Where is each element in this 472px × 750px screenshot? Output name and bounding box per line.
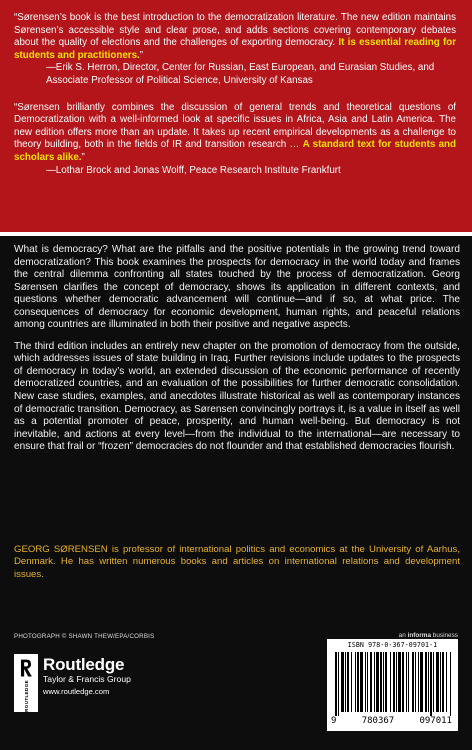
endorsement-quote-2 bbox=[14, 102, 456, 165]
barcode-bar bbox=[425, 652, 427, 712]
quote-close-mark: ” bbox=[139, 49, 144, 61]
routledge-r-icon bbox=[17, 658, 35, 678]
barcode-bar bbox=[335, 652, 337, 716]
endorsement-attribution-1: —Erik S. Herron, Director, Center for Russian, East European, and Eurasian Studies, and Associate Professor of Political Science, University of Kansas bbox=[46, 62, 435, 86]
barcode-bar bbox=[365, 652, 366, 712]
quote-text: “Sørensen’s book is the best introduction to the democratization literature. The new edition maintains Sørensen’s accessible style and clear prose, and adds sections covering contemporary debates about the quality of elections and the challenges of exporting democracy. bbox=[14, 12, 456, 49]
barcode-bar bbox=[415, 652, 416, 712]
quote-close-mark: ” bbox=[81, 151, 85, 163]
description-paragraph-1: What is democracy? What are the pitfalls and the positive potentials in the growing trend toward democratization? This book examines the prospects for democracy in the world today and frames the central dilemma confronting all states touched by the process of democratization. Georg Sørensen clarifies the concept of democracy, shows its application in different contexts, and questions whether democratic advancement will continue—and if so, at what price. The consequences of democracy for economic development, human rights, and peaceful relations among countries are illuminated in both their positive and negative aspects. bbox=[14, 244, 460, 331]
barcode-bar bbox=[430, 652, 432, 716]
barcode-bar bbox=[357, 652, 359, 712]
barcode-digits-right: 097011 bbox=[419, 716, 452, 726]
endorsement-quote-1 bbox=[14, 12, 456, 62]
barcode-bar bbox=[412, 652, 414, 712]
barcode-bar bbox=[345, 652, 346, 712]
barcode-bar bbox=[436, 652, 439, 712]
barcode-bar bbox=[408, 652, 409, 712]
barcode-bar bbox=[338, 652, 339, 716]
isbn-label: ISBN 978-0-367-09701-1 bbox=[347, 641, 438, 649]
endorsement-attribution-2: —Lothar Brock and Jonas Wolff, Peace Research Institute Frankfurt bbox=[46, 164, 341, 176]
divider-strip bbox=[0, 232, 472, 236]
publisher-url: www.routledge.com bbox=[43, 687, 110, 696]
barcode-bar bbox=[367, 652, 368, 712]
quote-text: “Sørensen brilliantly combines the discussion of general trends and theoretical questions of Democratization with a well-informed look at specific issues in Africa, Asia and Latin America. The new edition offers more than an update. It takes up recent empirical developments as a challenge to theory building, both in the fields of IR and transition research … bbox=[14, 101, 456, 151]
quote-highlight: A standard text for students and scholars alike. bbox=[14, 139, 457, 163]
description-paragraph-2: The third edition includes an entirely new chapter on the promotion of democracy from the outside, which addresses issues of state building in Iraq. Further revisions include updates to the prospects of democracy in today’s world, an extended discussion of the economic performance of recently democratized countries, and an evaluation of the possibilities for further democratic consolidation. New case studies, examples, and anecdotes illustrate historical as well as contemporary instances of democratic transition. Democracy, as Sørensen convincingly portrays it, is a value in itself as well as a potential promoter of peace, prosperity, and human well-being. But democracy is not inevitable, and actions at every level—from the individual to the international—are necessary to ensure that frail or “frozen” democracies do not flounder and that established democracies flourish. bbox=[14, 340, 460, 453]
publisher-logo bbox=[14, 654, 131, 712]
publisher-group: Taylor & Francis Group bbox=[43, 674, 131, 684]
publisher-name: Routledge bbox=[43, 655, 125, 674]
book-description bbox=[14, 244, 460, 463]
isbn-barcode-box bbox=[327, 639, 458, 731]
barcode-bar bbox=[418, 652, 419, 712]
endorsements-panel bbox=[0, 0, 472, 232]
barcode-bar bbox=[347, 652, 349, 712]
barcode-bar bbox=[390, 652, 391, 712]
barcode-bar bbox=[383, 652, 384, 712]
barcode-bar bbox=[380, 652, 382, 712]
quote-highlight: It is essential reading for students and practitioners. bbox=[14, 37, 457, 61]
informa-suffix: business bbox=[431, 632, 458, 639]
barcode-bar bbox=[396, 652, 397, 712]
barcode-bar bbox=[341, 652, 344, 712]
barcode-digits-left: 780367 bbox=[361, 716, 395, 726]
informa-business-label bbox=[399, 632, 458, 639]
barcode-bar bbox=[428, 652, 429, 712]
barcode-bar bbox=[351, 652, 352, 712]
barcode-bar bbox=[385, 652, 387, 712]
publisher-text bbox=[43, 654, 131, 697]
barcode-bar bbox=[376, 652, 379, 712]
barcode-bar bbox=[370, 652, 372, 712]
barcode-bar bbox=[360, 652, 363, 712]
barcode-bar bbox=[440, 652, 441, 712]
barcode-bar bbox=[355, 652, 356, 712]
barcode-bar bbox=[450, 652, 451, 716]
informa-prefix: an bbox=[398, 632, 408, 639]
photo-credit: PHOTOGRAPH © SHAWN THEW/EPA/CORBIS bbox=[14, 633, 155, 640]
barcode-bar bbox=[442, 652, 444, 712]
barcode-digits bbox=[331, 716, 454, 726]
barcode-bar bbox=[393, 652, 395, 712]
barcode-bar bbox=[402, 652, 404, 712]
logo-vertical-text: ROUTLEDGE bbox=[23, 680, 29, 712]
barcode-bar bbox=[420, 652, 423, 712]
barcode-image bbox=[331, 652, 454, 716]
barcode-digit-lead: 9 bbox=[331, 716, 337, 726]
barcode-bar bbox=[446, 652, 447, 712]
barcode-bar bbox=[406, 652, 407, 712]
barcode-bar bbox=[398, 652, 401, 712]
barcode-bar bbox=[374, 652, 375, 712]
routledge-logo-icon bbox=[14, 654, 38, 712]
author-bio: GEORG SØRENSEN is professor of international politics and economics at the University of Aarhus, Denmark. He has written numerous books and articles on international relations and development issues. bbox=[14, 544, 460, 580]
barcode-bar bbox=[433, 652, 434, 712]
informa-brand: informa bbox=[407, 632, 431, 639]
